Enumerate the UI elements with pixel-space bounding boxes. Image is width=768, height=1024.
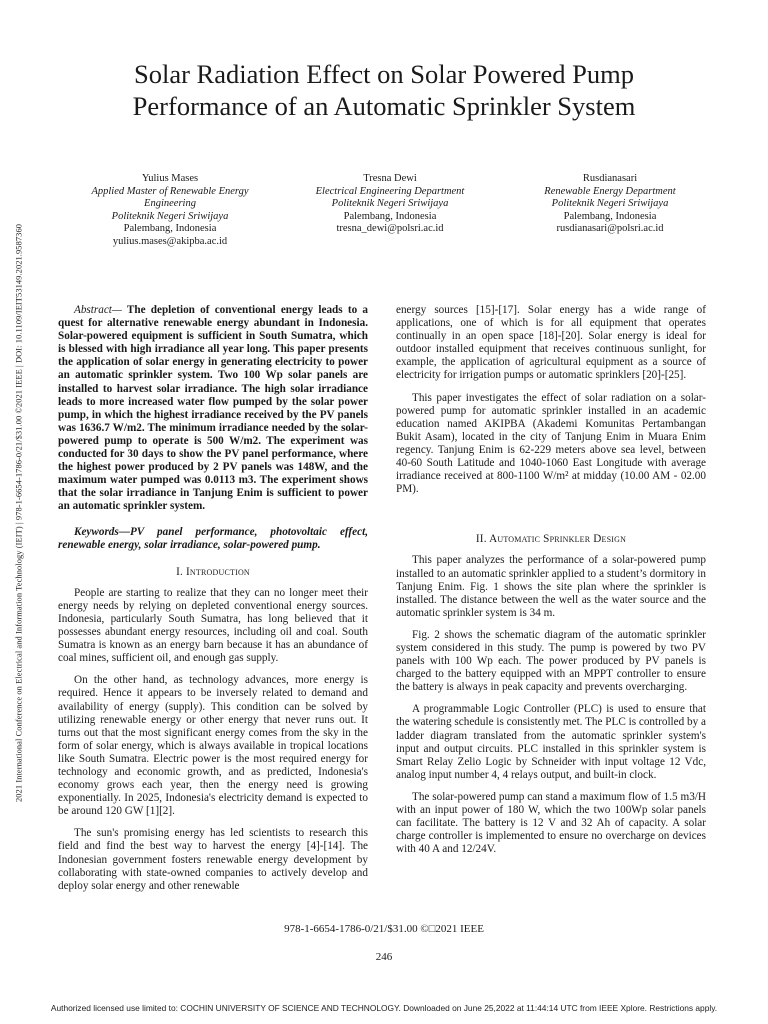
- abstract-label: Abstract—: [74, 304, 122, 316]
- author-email: tresna_dewi@polsri.ac.id: [336, 223, 444, 235]
- page-number: 246: [375, 951, 393, 963]
- license-notice: Authorized licensed use limited to: COCHIN UNIVERSITY OF SCIENCE AND TECHNOLOGY. Downloaded on June 25,2022 at 11:44:14 UTC from IEEE Xplore. Restrictions apply.: [50, 1003, 718, 1013]
- abstract: [58, 304, 368, 514]
- paragraph: A programmable Logic Controller (PLC) is used to ensure that the watering schedule is consistently met. The PLC is controlled by a ladder diagram translated from the automatic sprinkler system's input and output circuits. PLC installed in this sprinkler system is Smart Relay Zelio Logic by Schneider with input voltage 12 Vdc, analog input number 4, 4 relays output, and built-in clock.: [396, 703, 706, 781]
- author-institution: Politeknik Negeri Sriwijaya: [331, 198, 449, 210]
- author-3: [500, 173, 720, 249]
- paragraph: energy sources [15]-[17]. Solar energy has a wide range of applications, one of which is for all equipment that operates continually in an open space [18]-[20]. Solar energy is ideal for outdoor installed equipment that receives continuous sunlight, for example, the application of agricultural equipment as a source of electricity for irrigation pumps or automatic sprinklers [20]-[25].: [396, 304, 706, 382]
- author-name: Rusdianasari: [582, 173, 638, 184]
- paper-title: [40, 58, 728, 122]
- section-heading-design: II. Automatic Sprinkler Design: [475, 533, 627, 546]
- author-2: [280, 173, 500, 249]
- title-line-2: Performance of an Automatic Sprinkler System: [132, 91, 636, 121]
- author-affiliation: Renewable Energy Department: [544, 185, 676, 197]
- author-city: Palembang, Indonesia: [123, 223, 217, 235]
- paragraph: Fig. 2 shows the schematic diagram of the automatic sprinkler system considered in this study. The pump is powered by two PV panels with 100 Wp each. The power produced by PV panels is charged to the battery equipped with an MPPT controller to ensure the battery is always in peak capacity and prevents overcharging.: [396, 628, 706, 694]
- author-name: Tresna Dewi: [363, 173, 417, 184]
- copyright-line: 978-1-6654-1786-0/21/$31.00 ©□2021 IEEE: [284, 923, 484, 935]
- paragraph: This paper analyzes the performance of a solar-powered pump installed to an automatic sprinkler applied to a student’s dormitory in Tanjung Enim. Fig. 1 shows the site plan where the sprinkler is installed. The distance between the well as the water source and the automatic sprinkler system is 34 m.: [396, 554, 706, 619]
- paragraph: The sun's promising energy has led scientists to research this field and find the best way to harvest the energy [4]-[14]. The Indonesian government fosters renewable energy development by collaborating with state-owned companies to actively develop and deploy solar energy and other renewable: [58, 827, 368, 892]
- paragraph: People are starting to realize that they can no longer meet their energy needs by relying on depleted conventional energy sources. Indonesia, particularly South Sumatra, has long believed that it possesses abundant energy resources, including oil and coal. South Sumatra is known as an energy barn because it has an abundance of coal mines, sufficient oil, and enough gas supply.: [58, 586, 368, 665]
- keywords-body: PV panel performance, photovoltaic effect, renewable energy, solar irradiance, solar-powered pump.: [58, 525, 368, 551]
- title-line-1: Solar Radiation Effect on Solar Powered Pump: [134, 59, 634, 89]
- keywords-label: Keywords—: [74, 525, 130, 538]
- doi-sidebar-text: 2021 International Conference on Electrical and Information Technology (IEIT) | 978-1-6654-1786-0/21/$31.00 ©2021 IEEE | DOI: 10.1109/IEIT53149.2021.9587360: [14, 223, 24, 802]
- author-affiliation-cont: Engineering: [144, 198, 196, 210]
- paragraph: The solar-powered pump can stand a maximum flow of 1.5 m3/H with an input power of 180 W, which the two 100Wp solar panels can facilitate. The battery is 12 V and 32 Ah of capacity. A solar charge controller is implemented to ensure no overcharge on devices with 40 A and 12/24V.: [396, 790, 706, 856]
- paragraph: On the other hand, as technology advances, more energy is required. Hence it appears to be inversely related to demand and availability of energy (supply). This condition can be solved by utilizing renewable energy or other energy that never runs out. It turns out that the most significant energy comes from the sky in the form of solar energy, which is always available in tropical locations like South Sumatra. Electric power is the most required energy for technology and economic growth, and as predicted, Indonesia's economy grows each year, then the energy need is growing exponentially. In 2025, Indonesia's electricity demand is expected to be around 120 GW [1][2].: [58, 674, 368, 818]
- right-column: [396, 304, 706, 865]
- author-email: rusdianasari@polsri.ac.id: [556, 223, 664, 235]
- abstract-body: The depletion of conventional energy leads to a quest for alternative renewable energy abundant in Indonesia. Solar-powered equipment is sufficient in South Sumatra, which is blessed with high irradiance all year long. This paper presents the application of solar energy in generating electricity to power an automatic sprinkler system. Two 100 Wp solar panels are installed to harvest solar irradiance. The high solar irradiance leads to more increased water flow pumped by the solar power pump, in which the highest irradiance received by the PV panels was 1636.7 W/m2. The minimum irradiance needed by the solar-powered pump to operate is 500 W/m2. The experiment was conducted for 30 days to show the PV panel performance, where the highest power produced by 2 PV panels was 148W, and the maximum water pumped was 0.0113 m3. The experiment shows that the solar irradiance in Tanjung Enim is sufficient to power an automatic sprinkler system.: [58, 304, 368, 513]
- author-affiliation: Applied Master of Renewable Energy: [91, 185, 249, 197]
- keywords: [58, 526, 368, 552]
- author-city: Palembang, Indonesia: [343, 210, 437, 222]
- author-institution: Politeknik Negeri Sriwijaya: [111, 210, 229, 222]
- doi-sidebar: [12, 185, 26, 840]
- author-institution: Politeknik Negeri Sriwijaya: [551, 198, 669, 210]
- author-name: Yulius Mases: [141, 173, 199, 184]
- author-email: yulius.mases@akipba.ac.id: [112, 235, 228, 247]
- left-column: [58, 304, 368, 902]
- author-block: [60, 173, 720, 249]
- author-city: Palembang, Indonesia: [563, 210, 657, 222]
- section-heading-introduction: I. Introduction: [176, 565, 250, 578]
- author-affiliation: Electrical Engineering Department: [315, 185, 465, 197]
- paragraph: This paper investigates the effect of solar radiation on a solar-powered pump for automatic sprinkler installed in an academic education named AKIPBA (Akademi Komunitas Pertambangan Bukit Asam), located in the city of Tanjung Enim in Muara Enim regency. Tanjung Enim is 62-229 meters above sea level, between 40-60 South Latitude and 1040-1060 East Longitude with average irradiance received at 800-1100 W/m² at midday (10.00 AM - 02.00 PM).: [396, 391, 706, 496]
- author-1: [60, 173, 280, 249]
